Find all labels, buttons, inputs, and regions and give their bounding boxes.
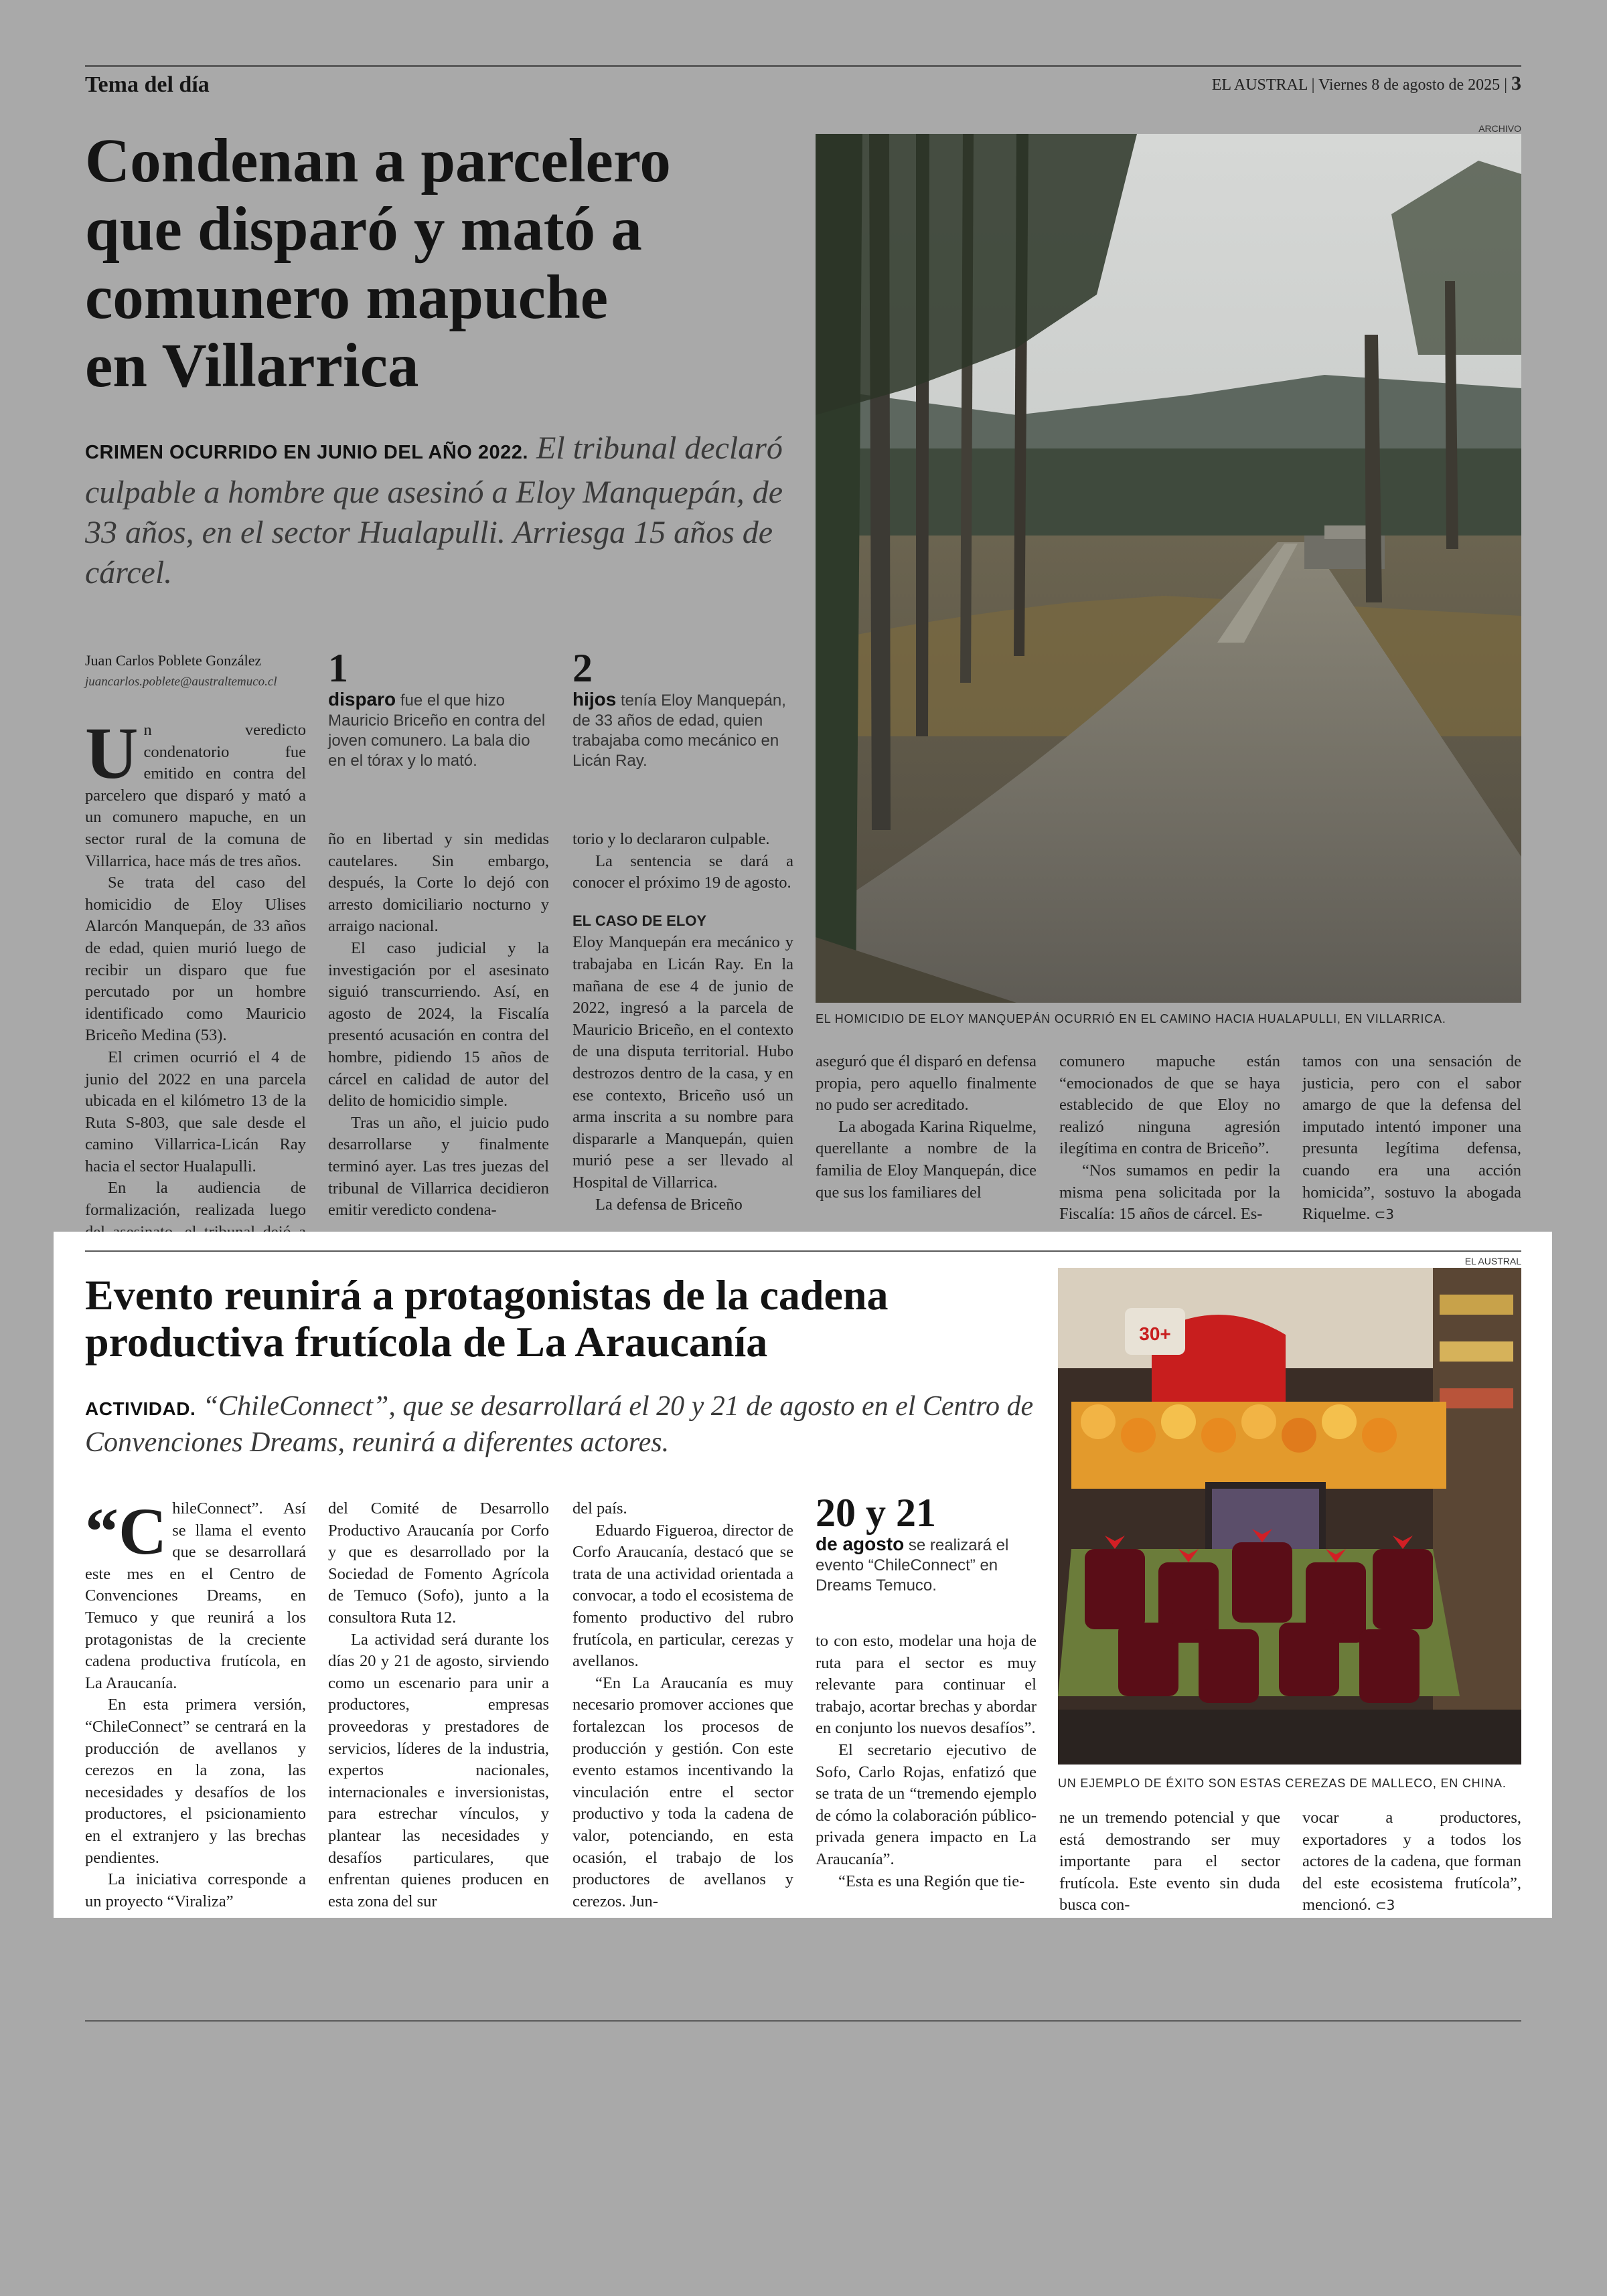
publication-name: EL AUSTRAL <box>1211 76 1308 94</box>
main-photo <box>816 134 1521 1003</box>
second-body-col-5 <box>1059 1807 1280 1916</box>
fact-number: 1 <box>328 646 348 690</box>
sign-text: 30+ <box>1139 1323 1171 1344</box>
paragraph: “Esta es una Región que tie- <box>838 1872 1025 1890</box>
dropcap: “C <box>85 1494 167 1568</box>
second-photo-credit: EL AUSTRAL <box>1464 1256 1521 1266</box>
paragraph: del país. <box>572 1499 627 1518</box>
paragraph: vocar a productores, exportadores y a todos los actores de la cadena, que forman del este ecosistema frutícola”, mencionó. <box>1302 1809 1521 1914</box>
second-body-col-6 <box>1302 1807 1521 1916</box>
paragraph: del Comité de Desarrollo Productivo Araucanía por Corfo y que es desarrollado por la Sociedad de Fomento Agrícola de Temuco (Sofo), junto a la consultora Ruta 12. <box>328 1499 549 1627</box>
second-lead <box>85 1390 1036 1459</box>
paragraph: “Nos sumamos en pedir la misma pena solicitada por la Fiscalía: 15 años de cárcel. Es- <box>1059 1161 1280 1224</box>
paragraph: to con esto, modelar una hoja de ruta para el sector es muy relevante para continuar el trabajo, acortar brechas y abordar en conjunto los nuevos desafíos”. <box>816 1632 1037 1738</box>
paragraph: El caso judicial y la investigación por el asesinato siguió transcurriendo. Así, en agosto de 2024, la Fiscalía presentó acusación en contra del hombre, pidiendo 15 años de cárcel en calidad de autor del delito de homicidio simple. <box>328 938 549 1111</box>
main-photo-caption: EL HOMICIDIO DE ELOY MANQUEPÁN OCURRIÓ EN EL CAMINO HACIA HUALAPULLI, EN VILLARRICA. <box>816 1012 1446 1026</box>
forest-road-photo <box>816 134 1521 1003</box>
second-photo-caption: UN EJEMPLO DE ÉXITO SON ESTAS CEREZAS DE MALLECO, EN CHINA. <box>1058 1777 1507 1790</box>
main-headline-line: Condenan a parcelero <box>85 127 671 195</box>
issue-date: Viernes 8 de agosto de 2025 <box>1318 76 1501 94</box>
second-lead-text: “ChileConnect”, que se desarrollará el 20 y 21 de agosto en el Centro de Convenciones Dreams, reunirá a diferentes actores. <box>85 1391 1034 1458</box>
folio: EL AUSTRAL | Viernes 8 de agosto de 2025 | 3 <box>1211 72 1521 94</box>
second-headline-line: Evento reunirá a protagonistas de la cadena <box>85 1271 889 1319</box>
main-headline <box>85 127 795 400</box>
fact-number: 2 <box>572 646 593 690</box>
fact-text <box>328 689 549 771</box>
main-headline-line: comunero mapuche <box>85 263 609 332</box>
cherries-display-photo <box>1058 1268 1521 1765</box>
paragraph: La abogada Karina Riquelme, querellante a nombre de la familia de Eloy Manquepán, dice que sus los familiares del <box>816 1117 1037 1202</box>
paragraph: ne un tremendo potencial y que está demostrando ser muy importante para el sector frutícola. Este evento sin duda busca con- <box>1059 1809 1280 1914</box>
paragraph: tamos con una sensación de justicia, pero con el sabor amargo de que la defensa del imputado intentó imponer una presunta legítima defensa, cuando era una acción homicida”, sostuvo la abogada Riquelme. <box>1302 1052 1521 1224</box>
byline <box>85 652 306 689</box>
main-lead-text: El tribunal declaró culpable a hombre que asesinó a Eloy Manquepán, de 33 años, en el sector Hualapulli. Arriesga 15 años de cárcel. <box>85 430 783 590</box>
fact-body: se realizará el evento “ChileConnect” en Dreams Temuco. <box>816 1536 1009 1594</box>
second-body-col-1 <box>85 1494 306 1912</box>
paragraph: En esta primera versión, “ChileConnect” se centrará en la producción de avellanos y cerezos en la zona, las necesidades y desafíos de los productores, el psicionamiento en el extranjero y las brechas pendientes. <box>85 1696 306 1867</box>
end-of-article-icon: ⊂3 <box>1374 1206 1394 1223</box>
section-label: Tema del día <box>85 72 210 97</box>
main-body-col-2 <box>328 829 549 1222</box>
paragraph: ño en libertad y sin medidas cautelares. Sin embargo, después, la Corte lo dejó con arresto domiciliario nocturno y arraigo nacional. <box>328 830 549 936</box>
paragraph: El crimen ocurrió el 4 de junio del 2022 en una parcela ubicada en el kilómetro 13 de la Ruta S-803, que sale desde el camino Villarrica-Licán Ray hacia el sector Hualapulli. <box>85 1048 306 1175</box>
paragraph: n veredicto condenatorio fue emitido en contra del parcelero que disparó y mató a un comunero mapuche, en un sector rural de la comuna de Villarrica, hace más de tres años. <box>85 721 306 870</box>
paragraph: Tras un año, el juicio pudo desarrollarse y finalmente terminó ayer. Las tres juezas del tribunal de Villarrica decidieron emitir veredicto condena- <box>328 1113 549 1220</box>
author-email: juancarlos.poblete@australtemuco.cl <box>85 675 277 689</box>
author-name: Juan Carlos Poblete González <box>85 652 262 669</box>
paragraph: hileConnect”. Así se llama el evento que se desarrollará este mes en el Centro de Convenciones Dreams, en Temuco y que reunirá a los protagonistas de la creciente cadena productiva frutícola, en La Araucanía. <box>85 1499 306 1692</box>
fact-bold: hijos <box>572 689 617 710</box>
second-story-rule <box>85 1250 1521 1252</box>
second-headline <box>85 1272 1036 1366</box>
paragraph: comunero mapuche están “emocionados de que se haya establecido de que Eloy no realizó ninguna agresión ilegítima en contra de Briceño”. <box>1059 1052 1280 1158</box>
paragraph: La iniciativa corresponde a un proyecto “Viraliza” <box>85 1870 306 1910</box>
paragraph: En la audiencia de formalización, realizada luego <box>85 1179 306 1220</box>
second-headline-line: productiva frutícola de La Araucanía <box>85 1318 768 1366</box>
paragraph: El secretario ejecutivo de Sofo, Carlo Rojas, enfatizó que se trata de un “tremendo ejemplo de cómo la colaboración público-privada genera impacto en La Araucanía”. <box>816 1740 1037 1868</box>
fact-bold: disparo <box>328 689 396 710</box>
fact-number: 20 y 21 <box>816 1491 936 1535</box>
main-headline-line: que disparó y mató a <box>85 195 642 264</box>
paragraph: aseguró que él disparó en defensa propia, pero aquello finalmente no pudo ser acreditado. <box>816 1052 1037 1115</box>
main-headline-line: en Villarrica <box>85 331 419 400</box>
paragraph: La actividad será durante los días 20 y 21 de agosto, sirviendo como un escenario para unir a productores, empresas proveedoras y prestadores de servicios, líderes de la industria, expertos nacionales, internacionales e inversionistas, para estrechar vínculos, y plantear las necesidades y desafíos particulares, que enfrentan quienes producen en esta zona del sur <box>328 1630 549 1910</box>
header-rule <box>85 65 1521 67</box>
fact-bold: de agosto <box>816 1534 905 1554</box>
second-body-col-2 <box>328 1498 549 1912</box>
second-photo <box>1058 1268 1521 1765</box>
fact-box-3 <box>816 1491 1037 1596</box>
paragraph: “En La Araucanía es muy necesario promover acciones que fortalezcan los procesos de producción y gestión. Con este evento estamos incentivando la vinculación entre el sector productivo y toda la cadena de valor, potenciando, en esta ocasión, el trabajo de los productores de avellanos y cerezos. Jun- <box>572 1673 793 1910</box>
fact-box-1 <box>328 647 549 771</box>
main-photo-credit: ARCHIVO <box>1478 123 1521 134</box>
subhead: EL CASO DE ELOY <box>572 912 707 929</box>
page-number: 3 <box>1511 72 1521 94</box>
fact-text <box>572 689 793 771</box>
fact-text <box>816 1534 1037 1596</box>
second-body-col-3 <box>572 1498 793 1912</box>
paragraph: La sentencia se dará a conocer el próximo 19 de agosto. <box>572 851 793 892</box>
end-of-article-icon: ⊂3 <box>1375 1897 1395 1914</box>
fact-body: tenía Eloy Manquepán, de 33 años de edad, quien trabajaba como mecánico en Licán Ray. <box>572 691 786 770</box>
main-body-col-3 <box>572 829 793 1216</box>
main-body-col-6 <box>1302 1051 1521 1226</box>
second-body-col-4 <box>816 1631 1037 1892</box>
paragraph: Se trata del caso del homicidio de Eloy Ulises Alarcón Manquepán, de 33 años de edad, quien murió luego de recibir un disparo que fue percutado por un hombre identificado como Mauricio Briceño Medina (53). <box>85 874 306 1045</box>
paragraph: Eduardo Figueroa, director de Corfo Araucanía, destacó que se trata de una actividad orientada a convocar, a todo el ecosistema de fomento productivo del rubro frutícola, en particular, cerezas y avellanos. <box>572 1521 793 1671</box>
paragraph: La defensa de Briceño <box>595 1195 743 1214</box>
fact-body: fue el que hizo Mauricio Briceño en contra del joven comunero. La bala dio en el tórax y lo mató. <box>328 691 546 770</box>
fact-box-2 <box>572 647 793 771</box>
main-lead <box>85 428 795 593</box>
main-kicker: CRIMEN OCURRIDO EN JUNIO DEL AÑO 2022. <box>85 442 528 463</box>
dropcap: U <box>85 712 139 794</box>
main-body-col-1 <box>85 712 306 1265</box>
main-body-col-5 <box>1059 1051 1280 1226</box>
main-body-col-4 <box>816 1051 1037 1204</box>
bottom-rule <box>85 2020 1521 2022</box>
paragraph: torio y lo declararon culpable. <box>572 830 770 848</box>
paragraph: Eloy Manquepán era mecánico y trabajaba en Licán Ray. En la mañana de ese 4 de junio de 2022, ingresó a la parcela de Mauricio Briceño, en el contexto de una disputa territorial. Hubo destrozos dentro de la casa, y en ese contexto, Briceño usó un arma inscrita a su nombre para dispararle a Manquepán, quien murió pese a ser llevado al Hospital de Villarrica. <box>572 933 793 1192</box>
second-kicker: ACTIVIDAD. <box>85 1398 196 1419</box>
